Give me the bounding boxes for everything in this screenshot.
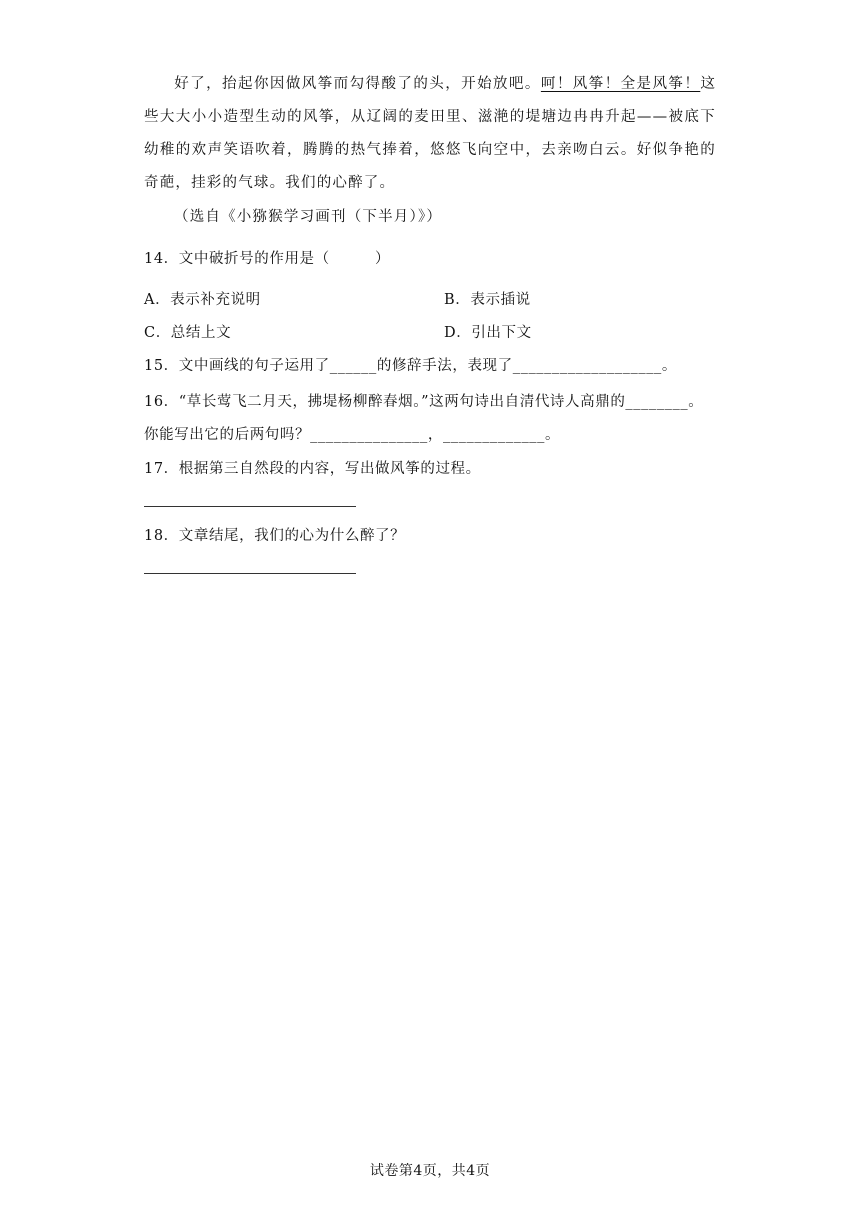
q17-answer-line[interactable] (144, 506, 356, 507)
reading-passage (144, 68, 716, 200)
question-14: 14．文中破折号的作用是（ ） (144, 251, 391, 267)
q14-option-b[interactable]: B．表示插说 (444, 292, 531, 308)
q14-option-d[interactable]: D．引出下文 (444, 325, 532, 341)
passage-text-part1: 好了，抬起你因做风筝而勾得酸了的头，开始放吧。 (174, 76, 541, 92)
q14-option-a[interactable]: A．表示补充说明 (144, 292, 261, 308)
underlined-sentence: 呵！风筝！全是风筝！ (540, 76, 701, 92)
question-16: 16．“草长莺飞二月天，拂堤杨柳醉春烟。”这两句诗出自清代诗人高鼎的________。你能写出它的后两句吗？_______________，_____________。 (144, 394, 704, 443)
passage-source: （选自《小猕猴学习画刊（下半月）》） (174, 209, 443, 225)
question-15: 15．文中画线的句子运用了______的修辞手法，表现了___________________。 (144, 358, 677, 374)
page-footer: 试卷第4页，共4页 (369, 1163, 491, 1179)
q14-option-c[interactable]: C．总结上文 (144, 325, 232, 341)
question-18: 18．文章结尾，我们的心为什么醉了？ (144, 528, 406, 544)
q18-answer-line[interactable] (144, 573, 356, 574)
passage-text-part2: 这些大大小小造型生动的风筝，从辽阔的麦田里、滋滟的堤塘边冉冉升起——被底下幼稚的欢声笑语吹着，腾腾的热气捧着，悠悠飞向空中，去亲吻白云。好似争艳的奇葩，挂彩的气球。我们的心醉了。 (144, 76, 717, 191)
question-17: 17．根据第三自然段的内容，写出做风筝的过程。 (144, 461, 481, 477)
